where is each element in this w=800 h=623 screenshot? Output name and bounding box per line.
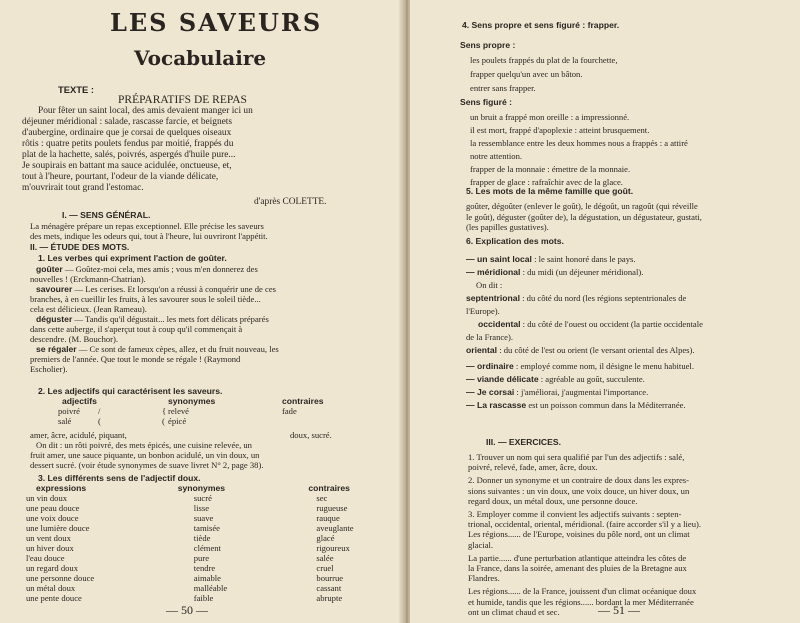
table-cell: bourrue (316, 573, 344, 583)
expl-term: — La rascasse (466, 400, 527, 410)
sec2-title: II. — ÉTUDE DES MOTS. (30, 242, 130, 252)
verb-word: déguster (36, 314, 73, 324)
table-cell: pure (193, 553, 210, 563)
verb-line: — Les cerises. Et lorsqu'on a réussi à conquérir une de ces (74, 284, 276, 294)
expl-line: de la France). (466, 332, 514, 342)
exercise-line: Flandres. (468, 573, 500, 584)
adj-cell: épicé (168, 416, 187, 426)
table-row (26, 573, 404, 583)
passage-line: Je soupirais en battant ma sauce acidulée, onctueuse, et, (22, 161, 232, 171)
page-number: — 51 — (598, 603, 640, 617)
table-row (26, 513, 404, 523)
table-cell: un vent doux (26, 533, 71, 543)
expl-def: : employé comme nom, il désigne le menu habituel. (515, 361, 694, 371)
ondit-line: dessert sucré. (voir étude synonymes de suave livret N° 2, page 38). (30, 460, 264, 470)
passage-line: d'aubergine, ordinaire que je corsai de quelques oiseaux (22, 128, 232, 138)
verb-entry (30, 264, 398, 274)
sub2-title: 2. Les adjectifs qui caractérisent les saveurs. (38, 386, 223, 396)
texte-label: TEXTE : (58, 84, 94, 95)
exercise-line: 2. Donner un synonyme et un contraire de doux dans les expres- (468, 475, 689, 486)
exercise-line: La partie...... d'une perturbation atlantique atteindra les côtes de (468, 552, 687, 563)
table-header-row (26, 483, 404, 493)
verb-line: branches, à en cueillir les fruits, à les savourer sous le soleil tiède... (30, 294, 261, 304)
expl-term: — Je corsai (466, 387, 515, 397)
table-cell: cruel (316, 563, 334, 573)
table-cell: un regard doux (26, 563, 79, 573)
page-number: — 50 — (166, 603, 208, 617)
expl-term: — ordinaire (466, 361, 514, 371)
adj-col-header: contraires (282, 396, 324, 406)
author: d'après COLETTE. (254, 197, 327, 207)
expl-line: l'Europe). (466, 306, 500, 316)
verb-line: Escholier). (30, 364, 68, 374)
sec1-line: La ménagère prépare un repas exceptionnel. Elle précise les saveurs (30, 221, 264, 231)
expl-entry (466, 266, 703, 279)
doux-table (26, 483, 404, 603)
adj-cell: poivré (58, 406, 80, 416)
verb-entry (30, 284, 398, 294)
table-cell: un métal doux (26, 583, 76, 593)
exercise-line: trional, occidental, oriental, méridional. (faire accorder s'il y a lieu). (468, 519, 702, 530)
expl-def: : le saint honoré dans le pays. (534, 254, 636, 264)
passage-line: plat de la hachette, salés, poivrés, aspergés d'huile pure... (22, 150, 236, 160)
adj-col-header: adjectifs (62, 396, 97, 406)
expl-entry (466, 344, 703, 357)
verbs-block (30, 264, 398, 374)
adj-cell: fade (282, 406, 297, 416)
verb-line: dans cette auberge, il s'aperçut tout à coup qu'il commençait à (30, 324, 243, 334)
expl-def: : du côté du nord (les régions septentrionales de (522, 293, 687, 303)
exercise-line: ont un climat chaud et sec. (468, 606, 560, 617)
exercise-line: 1. Trouver un nom qui sera qualifié par l'un des adjectifs : salé, (468, 452, 685, 462)
verb-word: se régaler (36, 344, 77, 354)
sec3-title: III. — EXERCICES. (486, 437, 561, 447)
table-cell: l'eau douce (26, 553, 65, 563)
expl-term: — un saint local (466, 254, 532, 264)
verb-line: — Goûtez-moi cela, mes amis ; vous m'en donnerez des (64, 264, 258, 274)
right-page (410, 0, 800, 623)
exercise-line: Les régions...... de l'Europe, voisines du pôle nord, ont un climat (468, 529, 690, 540)
brace-right: ( (162, 416, 165, 426)
expl-term: occidental (478, 319, 521, 329)
verb-line: nouvelles ! (Erckmann-Chatrian). (30, 274, 146, 284)
verb-line: descendre. (M. Bouchor). (30, 334, 119, 344)
table-cell: une pente douce (26, 593, 82, 603)
sec5-line: (les papilles gustatives). (466, 222, 549, 232)
table-cell: une voix douce (26, 513, 79, 523)
table-cell: un vin doux (26, 493, 68, 503)
table-row (26, 593, 404, 603)
exercise-line: regard doux, un métal doux, une personne douce. (468, 495, 638, 506)
table-cell: sucré (193, 493, 212, 503)
figure-line: un bruit a frappé mon oreille : a impressionné. (470, 112, 630, 122)
table-cell: un hiver doux (26, 543, 74, 553)
table-cell: rugueuse (316, 503, 348, 513)
sub1-title: 1. Les verbes qui expriment l'action de goûter. (38, 253, 227, 263)
table-cell: clément (193, 543, 221, 553)
exercise-line: poivré, relevé, fade, amer, âcre, doux. (468, 462, 598, 473)
table-cell: rigoureux (316, 543, 350, 553)
table-cell: une peau douce (26, 503, 80, 513)
expl-def: : du côté de l'ouest ou occident (la partie occidentale (522, 319, 703, 329)
expl-entry (466, 253, 703, 266)
table-cell: une lumière douce (26, 523, 90, 533)
sec6-title: 6. Explication des mots. (466, 236, 564, 246)
table-row (26, 563, 404, 573)
table-cell: glacé (316, 533, 335, 543)
table-cell: une personne douce (26, 573, 95, 583)
verb-entry (30, 344, 398, 354)
sec5-line: goûter, dégoûter (enlever le goût), le dégoût, un ragoût (qui réveille (466, 201, 698, 211)
exercises (468, 452, 701, 617)
expl-def: : agréable au goût, succulente. (540, 374, 645, 384)
table-cell: faible (193, 593, 214, 603)
table-row (26, 583, 404, 593)
page-title: LES SAVEURS (110, 8, 323, 37)
table-cell: aveuglante (316, 523, 354, 533)
passage-line: m'ouvrirait tout grand l'estomac. (22, 183, 144, 193)
expl-term: — méridional (466, 267, 521, 277)
verb-word: goûter (36, 264, 63, 274)
passage (22, 106, 392, 194)
sec5-body (466, 201, 702, 233)
brace-left: ( (98, 416, 101, 426)
column-header: contraires (308, 483, 350, 493)
table-cell: cassant (316, 583, 342, 593)
expl-term: septentrional (466, 293, 520, 303)
passage-line: rôtis : quatre petits poulets fendus par moitié, frappés du (22, 139, 234, 149)
table-cell: sec (316, 493, 328, 503)
table-cell: lisse (193, 503, 210, 513)
adj-cell: relevé (168, 406, 189, 416)
sec4-title: 4. Sens propre et sens figuré : frapper. (462, 20, 620, 30)
expl-def: est un poisson commun dans la Méditerranée. (528, 400, 686, 410)
exercise-line: glacial. (468, 539, 494, 550)
table-row (26, 493, 404, 503)
table-row (26, 503, 404, 513)
table-row (26, 533, 404, 543)
expl-entry (466, 318, 703, 331)
ondit-line: On dit : un rôti poivré, des mets épicés, une cuisine relevée, un (36, 440, 252, 450)
table-row (26, 553, 404, 563)
propre-line: frapper quelqu'un avec un bâton. (470, 69, 583, 79)
table-cell: abrupte (316, 593, 343, 603)
column-header: synonymes (177, 483, 226, 493)
ondit-label: On dit : (476, 280, 503, 290)
sec5-title: 5. Les mots de la même famille que goût. (466, 186, 634, 196)
table-cell: rauque (316, 513, 340, 523)
expl-entry (466, 373, 703, 386)
expl-def: : du côté de l'est ou orient (le versant oriental des Alpes). (499, 345, 695, 355)
exercise-line: sions suivantes : un vin doux, une voix douce, un hiver doux, un (468, 485, 690, 496)
expl-entry (466, 399, 703, 412)
table-row (26, 543, 404, 553)
expl-term: oriental (466, 345, 498, 355)
expl-entry (466, 292, 703, 305)
expl-entry (466, 360, 703, 373)
figure-line: frapper de la monnaie : émettre de la monnaie. (470, 164, 631, 174)
sec1-title: I. — SENS GÉNÉRAL. (62, 210, 151, 220)
figure-line: notre attention. (470, 151, 523, 161)
expl-def: : j'améliorai, j'augmentai l'importance. (516, 387, 649, 397)
table-cell: tiède (193, 533, 211, 543)
ondit-line: fruit amer, une sauce piquante, un bonbon acidulé, un vin doux, un (30, 450, 260, 460)
exercise-line: et humide, tandis que les régions...... bordant la mer Méditerranée (468, 596, 694, 607)
sub3-title: 3. Les différents sens de l'adjectif doux. (38, 473, 201, 483)
column-header: expressions (36, 483, 87, 493)
passage-line: déjeuner méridional : salade, rascasse farcie, et beignets (22, 117, 233, 127)
text-title: PRÉPARATIFS DE REPAS (118, 94, 247, 106)
figure-list (470, 111, 688, 189)
adj-cell: salé (58, 416, 72, 426)
propre-line: les poulets frappés du plat de la fourchette, (470, 55, 618, 65)
propre-list (470, 53, 617, 95)
explanations (466, 253, 703, 412)
section-title: Vocabulaire (134, 46, 267, 70)
sec1-body (30, 221, 268, 241)
table-row (26, 523, 404, 533)
propre-label: Sens propre : (460, 40, 516, 50)
table-cell: tamisée (193, 523, 220, 533)
verb-line: — Ce sont de fameux cèpes, allez, et du fruit nouveau, les (78, 344, 279, 354)
exercise-line: la France, dans la soirée, amenant des pluies de la Bretagne aux (468, 563, 687, 574)
passage-line: Pour fêter un saint local, des amis devaient manger ici un (38, 106, 253, 116)
verb-line: — Tandis qu'il dégustait... les mets fort délicats préparés (74, 314, 269, 324)
exercise-line: Les régions...... de la France, jouissent d'un climat océanique doux (468, 586, 697, 597)
verb-line: cela est délicieux. (Jean Rameau). (30, 304, 147, 314)
brace-left: / (98, 406, 101, 416)
figure-line: la ressemblance entre les deux hommes nous a frappés : a attiré (470, 138, 688, 148)
table-cell: salée (316, 553, 334, 563)
adj-line: amer, âcre, acidulé, piquant, (30, 430, 127, 440)
figure-line: frapper de glace : rafraîchir avec de la glace. (470, 177, 623, 187)
figure-line: il est mort, frappé d'apoplexie : atteint brusquement. (470, 125, 650, 135)
brace-right: { (162, 406, 167, 416)
verb-entry (30, 314, 398, 324)
expl-term: — viande délicate (466, 374, 539, 384)
expl-def: : du midi (un déjeuner méridional). (522, 267, 644, 277)
passage-line: tout à l'heure, pourtant, l'odeur de la viande délicate, (22, 172, 219, 182)
table-cell: aimable (193, 573, 221, 583)
table-cell: tendre (193, 563, 216, 573)
exercise-line: 3. Employer comme il convient les adjectifs suivants : septen- (468, 509, 682, 520)
table-cell: malléable (193, 583, 228, 593)
verb-line: premiers de l'année. Que tout le monde se régale ! (Raymond (30, 354, 241, 364)
verb-word: savourer (36, 284, 73, 294)
ondit-block (30, 440, 264, 470)
figure-label: Sens figuré : (460, 97, 513, 107)
propre-line: entrer sans frapper. (470, 83, 536, 93)
sec5-line: le goût), déguster (goûter de), la dégustation, un dégustateur, gustati, (466, 211, 702, 222)
sec1-line: des mets, indique les odeurs qui, tout à l'heure, lui ouvriront l'appétit. (30, 231, 268, 241)
expl-entry (466, 386, 703, 399)
adj-col-header: synonymes (168, 396, 216, 406)
adj-line-right: doux, sucré. (290, 430, 332, 440)
table-cell: suave (193, 513, 214, 523)
